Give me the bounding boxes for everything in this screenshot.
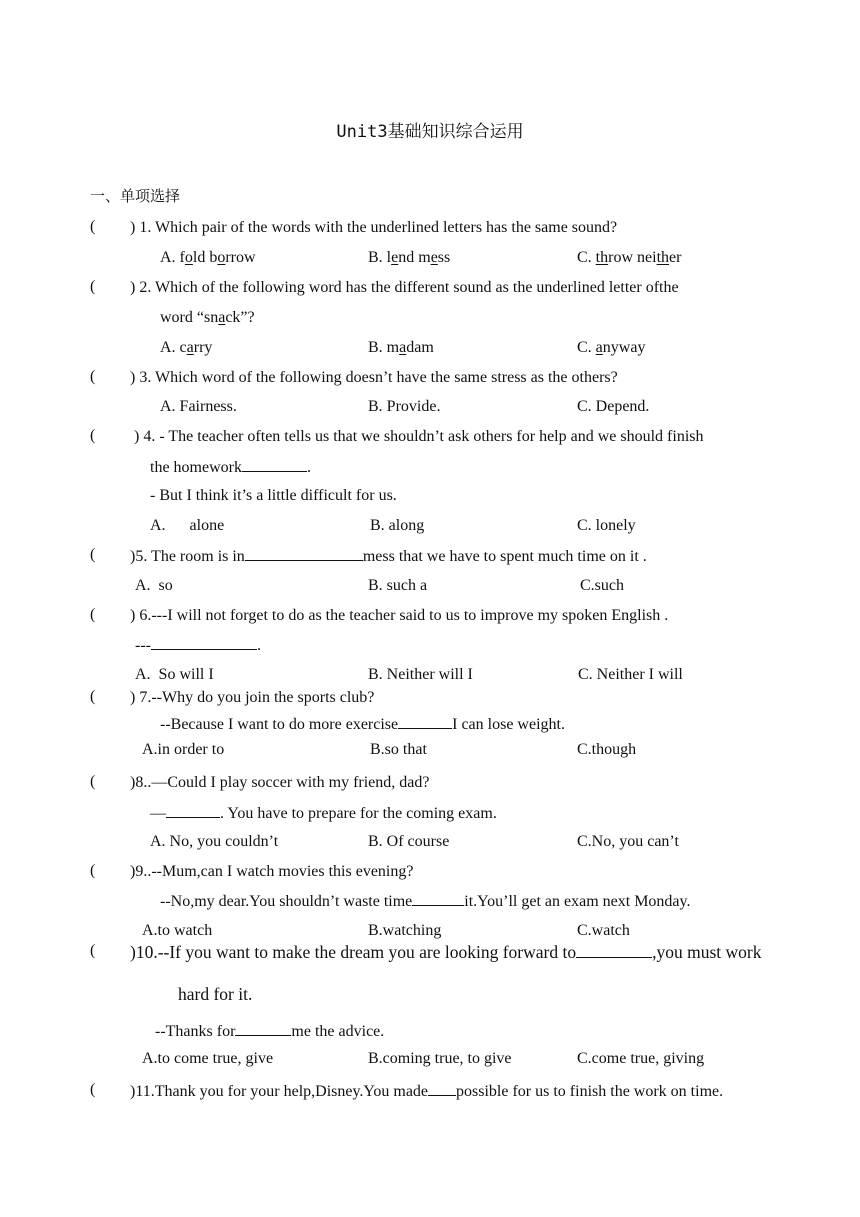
answer-blank[interactable]	[235, 1021, 291, 1036]
q9-option-c: C.watch	[577, 922, 630, 939]
q8-option-c: C.No, you can’t	[577, 833, 679, 850]
q4-option-a: A. alone	[150, 517, 225, 534]
answer-paren: (	[90, 688, 96, 705]
question-6-reply: --- .	[135, 637, 261, 654]
q1-option-a: A. fold borrow	[160, 249, 256, 266]
q6-option-a: A. So will I	[135, 666, 214, 683]
q8-option-a: A. No, you couldn’t	[150, 833, 279, 850]
answer-blank[interactable]	[242, 457, 307, 472]
question-2-continued: word “snack”?	[160, 309, 255, 326]
answer-blank[interactable]	[151, 635, 257, 650]
q4-option-c: C. lonely	[577, 517, 636, 534]
question-9-reply: --No,my dear.You shouldn’t waste time it.You’ll get an exam next Monday.	[160, 893, 691, 910]
answer-blank[interactable]	[398, 714, 452, 729]
q2-option-a: A. carry	[160, 339, 213, 356]
answer-paren: (	[90, 862, 96, 879]
question-9: )9..--Mum,can I watch movies this evening?	[130, 863, 414, 880]
question-10: )10.--If you want to make the dream you are looking forward to ,you must work	[130, 942, 762, 962]
answer-paren: (	[90, 942, 96, 959]
q1-option-b: B. lend mess	[368, 249, 451, 266]
question-4-reply: - But I think it’s a little difficult for us.	[150, 487, 397, 504]
q7-option-c: C.though	[577, 741, 637, 758]
question-6: ) 6.---I will not forget to do as the teacher said to us to improve my spoken English .	[130, 607, 669, 624]
q1-option-c: C. throw neither	[577, 249, 682, 266]
q2-option-c: C. anyway	[577, 339, 646, 356]
q5-option-c: C.such	[580, 577, 624, 594]
answer-blank[interactable]	[576, 943, 652, 958]
answer-paren: (	[90, 427, 96, 444]
answer-paren: (	[90, 773, 96, 790]
answer-blank[interactable]	[412, 891, 464, 906]
q10-option-c: C.come true, giving	[577, 1050, 705, 1067]
q5-option-a: A. so	[135, 577, 173, 594]
q9-option-a: A.to watch	[142, 922, 213, 939]
answer-blank[interactable]	[428, 1081, 456, 1096]
question-5: )5. The room is in mess that we have to spent much time on it .	[130, 548, 647, 565]
question-4: ) 4. - The teacher often tells us that we shouldn’t ask others for help and we should finish	[134, 428, 704, 445]
answer-paren: (	[90, 278, 96, 295]
question-2: ) 2. Which of the following word has the different sound as the underlined letter ofthe	[130, 279, 679, 296]
question-8-reply: — . You have to prepare for the coming exam.	[150, 805, 497, 822]
answer-paren: (	[90, 546, 96, 563]
q3-option-c: C. Depend.	[577, 398, 650, 415]
q2-option-b: B. madam	[368, 339, 434, 356]
question-7: ) 7.--Why do you join the sports club?	[130, 689, 375, 706]
section-heading: 一、单项选择	[90, 187, 181, 205]
answer-paren: (	[90, 1081, 96, 1098]
question-7-reply: --Because I want to do more exercise I can lose weight.	[160, 716, 565, 733]
question-10-continued: hard for it.	[178, 984, 253, 1004]
q10-option-b: B.coming true, to give	[368, 1050, 512, 1067]
q4-option-b: B. along	[370, 517, 425, 534]
q3-option-a: A. Fairness.	[160, 398, 237, 415]
q5-option-b: B. such a	[368, 577, 428, 594]
q9-option-b: B.watching	[368, 922, 442, 939]
q3-option-b: B. Provide.	[368, 398, 441, 415]
answer-blank[interactable]	[245, 546, 363, 561]
q7-option-a: A.in order to	[142, 741, 225, 758]
question-3: ) 3. Which word of the following doesn’t have the same stress as the others?	[130, 369, 618, 386]
page-title: Unit3基础知识综合运用	[336, 122, 524, 142]
question-11: )11.Thank you for your help,Disney.You made possible for us to finish the work on time.	[130, 1083, 724, 1100]
q8-option-b: B. Of course	[368, 833, 450, 850]
answer-paren: (	[90, 218, 96, 235]
q6-option-c: C. Neither I will	[578, 666, 683, 683]
question-4-continued: the homework .	[150, 459, 311, 476]
question-8: )8..—Could I play soccer with my friend, dad?	[130, 774, 430, 791]
answer-paren: (	[90, 368, 96, 385]
q10-option-a: A.to come true, give	[142, 1050, 274, 1067]
question-1: ) 1. Which pair of the words with the underlined letters has the same sound?	[130, 219, 618, 236]
q7-option-b: B.so that	[370, 741, 427, 758]
q6-option-b: B. Neither will I	[368, 666, 473, 683]
answer-paren: (	[90, 606, 96, 623]
question-10-reply: --Thanks for me the advice.	[155, 1023, 385, 1040]
answer-blank[interactable]	[166, 803, 220, 818]
